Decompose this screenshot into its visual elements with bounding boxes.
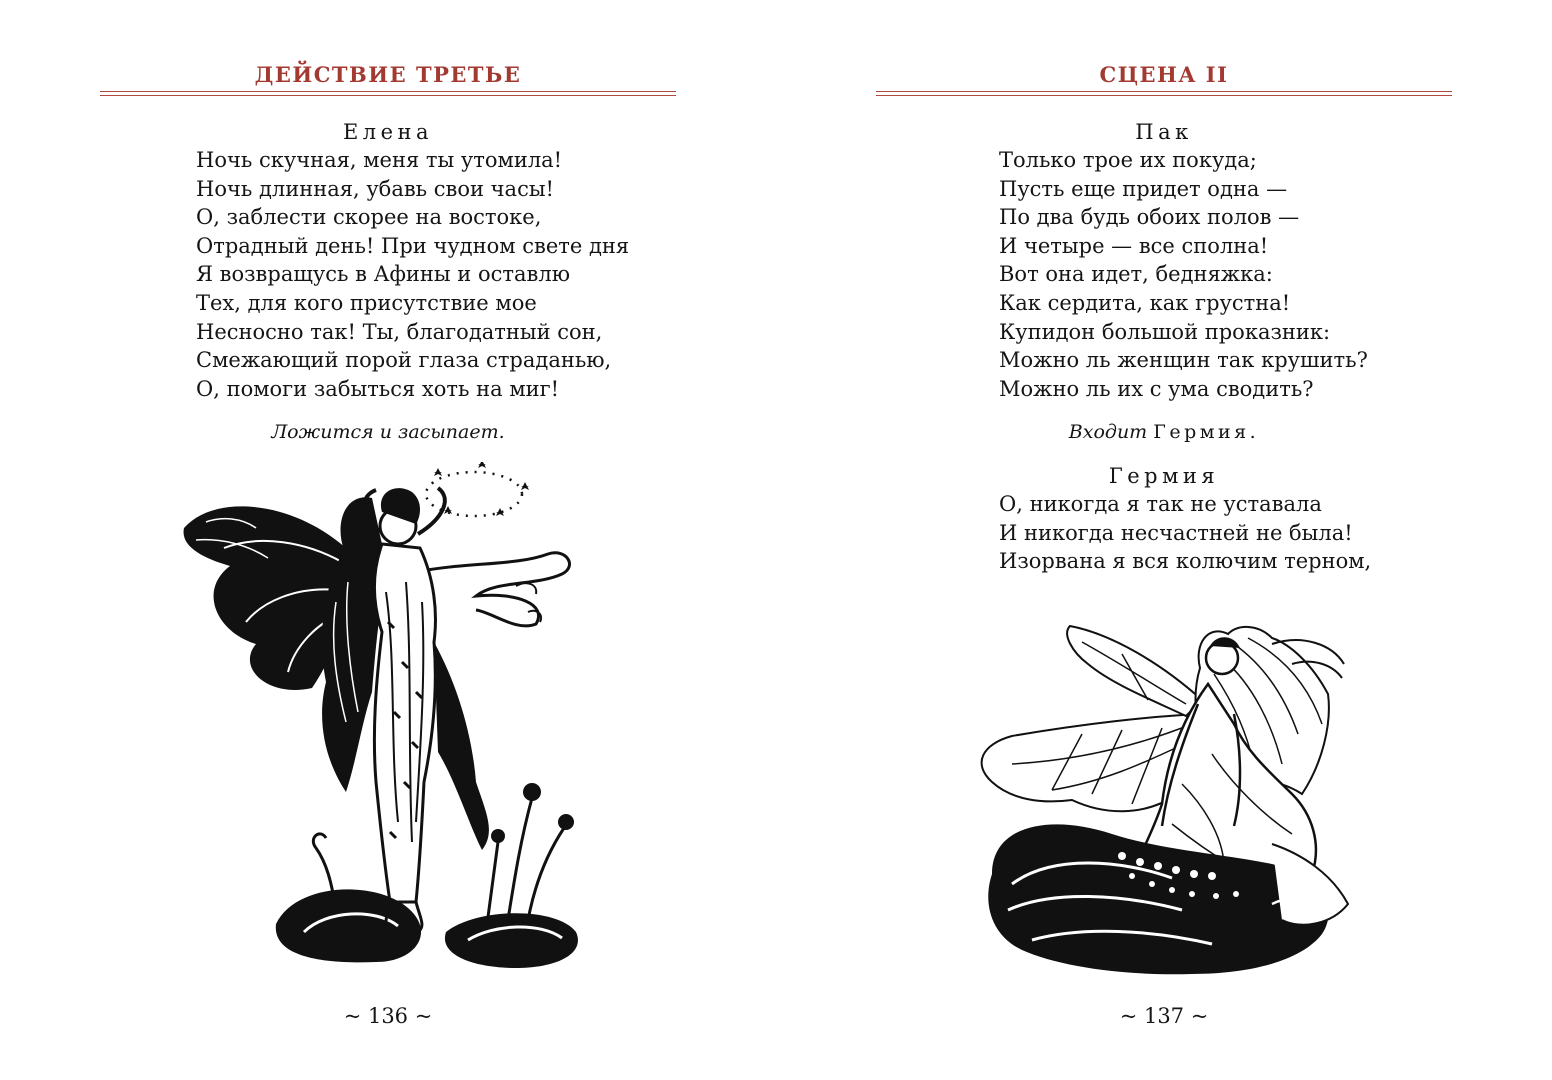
verse-block-elena bbox=[196, 146, 629, 403]
fairy-standing-drawing bbox=[176, 462, 606, 974]
speaker-name-puck: Пак bbox=[1135, 120, 1193, 144]
verse-line: Смежающий порой глаза страданью, bbox=[196, 348, 612, 373]
verse-line: Несносно так! Ты, благодатный сон, bbox=[196, 319, 603, 344]
verse-line: Можно ль их с ума сводить? bbox=[999, 376, 1314, 401]
speaker-name-elena: Елена bbox=[342, 120, 434, 144]
verse-line: Пусть еще придет одна — bbox=[999, 176, 1288, 201]
fairy-illustration-standing bbox=[176, 462, 606, 974]
running-head-left: ДЕЙСТВИЕ ТРЕТЬЕ bbox=[254, 62, 522, 87]
page-number-left: ~ 136 ~ bbox=[343, 1004, 433, 1028]
verse-line: Купидон большой проказник: bbox=[999, 319, 1331, 344]
verse-line: О, никогда я так не уставала bbox=[999, 492, 1322, 516]
header-rule-left bbox=[100, 91, 676, 96]
stage-direction-verb: Входит bbox=[1068, 421, 1148, 443]
verse-line: Вот она идет, бедняжка: bbox=[999, 262, 1273, 287]
verse-line: Только трое их покуда; bbox=[999, 148, 1257, 172]
fairy-illustration-kneeling bbox=[972, 604, 1362, 980]
verse-line: Я возвращусь в Афины и оставлю bbox=[196, 262, 570, 287]
verse-line: Ночь скучная, меня ты утомила! bbox=[196, 148, 563, 172]
verse-block-hermia bbox=[999, 490, 1371, 576]
verse-line: Можно ль женщин так крушить? bbox=[999, 348, 1368, 373]
stage-direction-text: Ложится и засыпает. bbox=[271, 421, 505, 443]
verse-line: О, помоги забыться хоть на миг! bbox=[196, 376, 560, 401]
verse-line: Как сердита, как грустна! bbox=[999, 290, 1291, 315]
verse-line: Тех, для кого присутствие мое bbox=[196, 290, 537, 315]
verse-line: О, заблести скорее на востоке, bbox=[196, 205, 542, 230]
stage-direction-right bbox=[876, 419, 1452, 445]
stage-direction-left bbox=[100, 419, 676, 445]
verse-line: Ночь длинная, убавь свои часы! bbox=[196, 176, 554, 201]
running-head-right: СЦЕНА II bbox=[1099, 62, 1229, 87]
header-rule-right bbox=[876, 91, 1452, 96]
stage-direction-name: Гермия. bbox=[1153, 421, 1260, 443]
verse-line: И никогда несчастней не была! bbox=[999, 520, 1353, 545]
right-page bbox=[876, 0, 1452, 1080]
verse-line: Изорвана я вся колючим терном, bbox=[999, 549, 1372, 574]
verse-line: По два будь обоих полов — bbox=[999, 205, 1300, 230]
page-number-right: ~ 137 ~ bbox=[1119, 1004, 1209, 1028]
verse-line: Отрадный день! При чудном свете дня bbox=[196, 233, 630, 258]
verse-line: И четыре — все сполна! bbox=[999, 233, 1269, 258]
left-page bbox=[100, 0, 676, 1080]
verse-block-puck bbox=[999, 146, 1368, 403]
speaker-name-hermia: Гермия bbox=[1108, 464, 1220, 488]
fairy-kneeling-drawing bbox=[972, 604, 1362, 980]
